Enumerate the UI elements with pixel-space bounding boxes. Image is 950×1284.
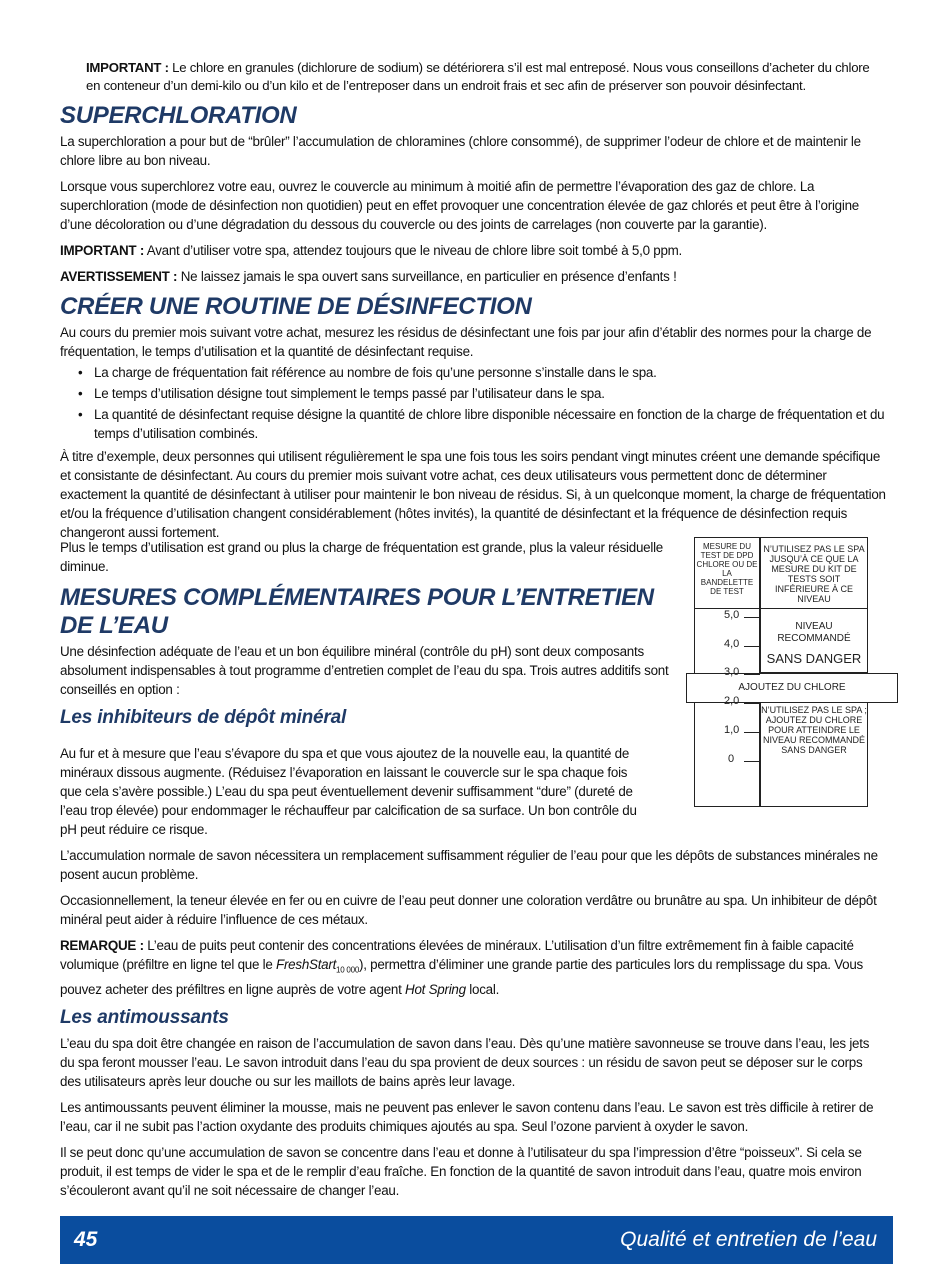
tick-label: 4,0: [724, 638, 740, 650]
important-label: IMPORTANT :: [60, 243, 145, 258]
paragraph: Une désinfection adéquate de l’eau et un bon équilibre minéral (contrôle du pH) sont deux composants absolument indispensables à tout programme d’entretien complet de l’eau du spa. Trois autres additifs sont conseillés en option :: [60, 644, 669, 697]
tick-mark: [744, 646, 760, 647]
tick-mark: [744, 761, 760, 762]
important-paragraph: [60, 241, 886, 260]
tick-mark: [744, 703, 760, 704]
paragraph: L’eau du spa doit être changée en raison de l’accumulation de savon dans l’eau. Dès qu’une matière savonneuse se trouve dans l’eau, les jets du spa feront mousser l’eau. Le savon introduit dans l’eau du spa provient de deux sources : un résidu de savon peut se déposer sur le corps des utilisateurs après leur douche ou sur les maillots de bains après leur lavage.: [60, 1035, 870, 1089]
note-label: REMARQUE :: [60, 938, 144, 953]
heading-mesures: MESURES COMPLÉMENTAIRES POUR L’ENTRETIEN DE L’EAU: [60, 584, 654, 639]
tick-label: 2,0: [724, 695, 740, 707]
tick-mark: [744, 617, 760, 618]
note-paragraph: [60, 936, 886, 999]
warning-text: Ne laissez jamais le spa ouvert sans surveillance, en particulier en présence d’enfants !: [177, 269, 677, 284]
note-text: ), permettra d’éliminer une grande partie des particules lors du remplissage du spa. Vous pouvez acheter des préfiltres en ligne auprès de votre agent: [60, 957, 863, 997]
heading-routine: CRÉER UNE ROUTINE DE DÉSINFECTION: [60, 293, 532, 320]
paragraph: Lorsque vous superchlorez votre eau, ouvrez le couvercle au minimum à moitié afin de permettre l’évaporation des gaz de chlore. La superchloration (mode de désinfection non quotidien) peut en effet provoquer une concentration élevée de gaz chlorés et peut être à l’origine d’une décoloration ou d’une dégradation du dessous du couvercle ou des joints de carrelages (non couverte par la garantie).: [60, 179, 859, 232]
note-text: L’eau de puits peut contenir des concentrations élevées de minéraux. L’utilisation d’un filtre extrêmement fin à faible capacité volumique (préfiltre en ligne tel que le: [60, 938, 854, 972]
tick-mark: [744, 674, 760, 675]
list-item: • La quantité de désinfectant requise désigne la quantité de chlore libre disponible nécessaire en fonction de la charge de fréquentation et du temps d’utilisation combinés.: [94, 405, 886, 443]
zone-recommended-label: NIVEAU RECOMMANDÉ: [777, 621, 851, 644]
bullet-list: [60, 363, 886, 443]
list-item: • Le temps d’utilisation désigne tout simplement le temps passé par l’utilisateur dans le spa.: [94, 384, 886, 403]
warning-paragraph: [60, 267, 886, 286]
warning-label: AVERTISSEMENT :: [60, 269, 178, 284]
paragraph: L’accumulation normale de savon nécessitera un remplacement suffisamment régulier de l’eau pour que les dépôts de substances minérales ne posent aucun problème.: [60, 848, 878, 882]
paragraph: La superchloration a pour but de “brûler” l’accumulation de chloramines (chlore consommé), de supprimer l’odeur de chlore et de maintenir le chlore libre au bon niveau.: [60, 134, 861, 168]
list-item: • La charge de fréquentation fait référence au nombre de fois qu’une personne s’installe dans le spa.: [94, 363, 886, 382]
brand-hotspring: Hot Spring: [405, 981, 466, 997]
heading-superchloration: SUPERCHLORATION: [60, 102, 297, 129]
subheading-antimoussants: Les antimoussants: [60, 1006, 229, 1028]
brand-sub: 10 000: [336, 965, 360, 975]
important-label: IMPORTANT :: [86, 60, 169, 75]
zone-safe-label: SANS DANGER: [766, 651, 862, 666]
subheading-inhibiteurs: Les inhibiteurs de dépôt minéral: [60, 707, 347, 728]
section-superchloration: [60, 98, 886, 549]
tick-label: 1,0: [724, 724, 740, 736]
zone-add-chlorine: AJOUTEZ DU CHLORE: [686, 673, 898, 703]
zone-recommended: [760, 609, 868, 673]
important-text: Le chlore en granules (dichlorure de sodium) se détériorera s’il est mal entreposé. Nous vous conseillons d’acheter du chlore en conteneur d’un demi-kilo ou d’un kilo et de l’entreposer dans un endroit frais et sec afin de préserver son pouvoir désinfectant.: [86, 60, 870, 93]
paragraph: Il se peut donc qu’une accumulation de savon se concentre dans l’eau et donne à l’utilisateur du spa l’impression d’être “poisseux”. Si cela se produit, il est temps de vider le spa et de le remplir d’eau fraîche. En fonction de la quantité de savon introduit dans l’eau, quatre mois environ s’écouleront avant qu’il ne soit nécessaire de changer l’eau.: [60, 1144, 862, 1198]
important-note: [86, 59, 886, 95]
section-inhibiteurs: [60, 744, 886, 1207]
tick-mark: [744, 732, 760, 733]
section-mesures: [60, 538, 675, 734]
note-text: local.: [465, 981, 500, 997]
tick-label: 0: [728, 753, 735, 765]
brand-freshstart: FreshStart: [276, 957, 337, 972]
page-footer: [60, 1216, 893, 1264]
paragraph: Plus le temps d’utilisation est grand ou plus la charge de fréquentation est grande, plus la valeur résiduelle diminue.: [60, 540, 663, 574]
zone-low: N’UTILISEZ PAS LE SPA ; AJOUTEZ DU CHLORE POUR ATTEINDRE LE NIVEAU RECOMMANDÉ SANS DANGER: [760, 703, 868, 807]
gauge-header-right: N’UTILISEZ PAS LE SPA JUSQU’À CE QUE LA MESURE DU KIT DE TESTS SOIT INFÉRIEURE À CE NIVEAU: [760, 537, 868, 609]
page-number: 45: [74, 1228, 98, 1251]
tick-label: 3,0: [724, 666, 740, 678]
important-text: Avant d’utiliser votre spa, attendez toujours que le niveau de chlore libre soit tombé à 5,0 ppm.: [144, 243, 683, 258]
tick-label: 5,0: [724, 609, 740, 621]
paragraph: Au cours du premier mois suivant votre achat, mesurez les résidus de désinfectant une fois par jour afin d’établir des normes pour la charge de fréquentation, le temps d’utilisation et la quantité de désinfectant requise.: [60, 325, 872, 359]
paragraph: Les antimoussants peuvent éliminer la mousse, mais ne peuvent pas enlever le savon contenu dans l’eau. Le savon est très difficile à retirer de l’eau, car il ne subit pas l’action oxydante des produits chimiques ajoutés au spa. Seul l’ozone parvient à oxyder le savon.: [60, 1099, 874, 1134]
inhibiteurs-text: Au fur et à mesure que l’eau s’évapore du spa et que vous ajoutez de la nouvelle eau, la quantité de minéraux dissous augmente. (Réduisez l’évaporation en laissant le couvercle sur le spa chaque fois que cela s’avère possible.) L’eau du spa peut éventuellement devenir suffisamment “dure” (dureté de l’eau trop élevée) pour endommager le réchauffeur par calcification de sa surface. Un bon contrôle du pH peut réduire ce risque.: [60, 746, 637, 837]
paragraph: À titre d’exemple, deux personnes qui utilisent régulièrement le spa une fois tous les soirs pendant vingt minutes créent une demande spécifique et consistante de désinfectant. Au cours du premier mois suivant votre achat, ces deux utilisateurs vous permettent donc de déterminer exactement la quantité de désinfectant à utiliser pour maintenir le bon niveau de résidus. Si, à un quelconque moment, la charge de fréquentation et/ou la fréquence d’utilisation changent considérablement (hôtes invités), la quantité de désinfectant et la fréquence de désinfection requis changeront aussi fortement.: [60, 449, 886, 540]
section-title: Qualité et entretien de l’eau: [620, 1228, 877, 1251]
chlorine-gauge: [668, 537, 904, 807]
paragraph: Occasionnellement, la teneur élevée en fer ou en cuivre de l’eau peut donner une coloration verdâtre ou brunâtre au spa. Un inhibiteur de dépôt minéral peut aider à réduire l’influence de ces métaux.: [60, 893, 877, 927]
gauge-header-left: MESURE DU TEST DE DPD CHLORE OU DE LA BANDELETTE DE TEST: [694, 537, 760, 609]
